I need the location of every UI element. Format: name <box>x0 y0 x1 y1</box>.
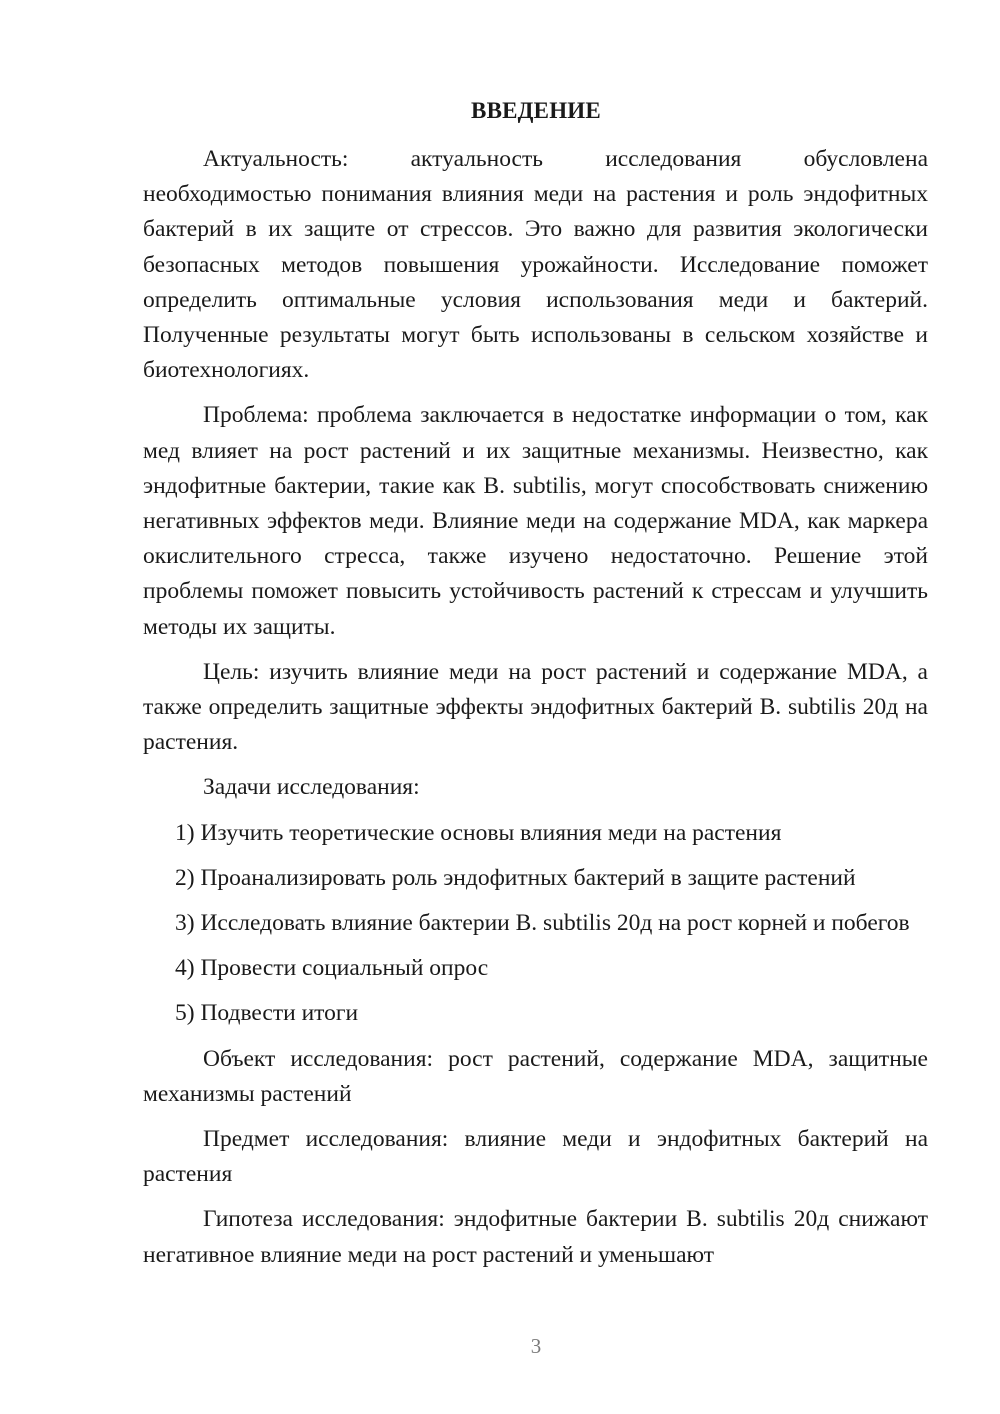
paragraph-hypothesis: Гипотеза исследования: эндофитные бактерии B. subtilis 20д снижают негативное влияние меди на рост растений и уменьшают <box>143 1206 928 1268</box>
task-item-3: 3) Исследовать влияние бактерии B. subtilis 20д на рост корней и побегов <box>175 910 910 937</box>
task-item-2: 2) Проанализировать роль эндофитных бактерий в защите растений <box>175 864 856 891</box>
section-heading: ВВЕДЕНИЕ <box>471 98 601 123</box>
task-item-4: 4) Провести социальный опрос <box>175 955 489 982</box>
body-text <box>143 142 928 1283</box>
paragraph-tasks-heading: Задачи исследования: <box>203 774 420 801</box>
paragraph-problem: Проблема: проблема заключается в недостатке информации о том, как мед влияет на рост растений и их защитные механизмы. Неизвестно, как эндофитные бактерии, такие как B. subtilis, могут способствовать снижению негативных эффектов меди. Влияние меди на содержание MDA, как маркера окислительного стресса, также изучено недостаточно. Решение этой проблемы поможет повысить устойчивость растений к стрессам и улучшить методы их защиты. <box>143 402 928 640</box>
paragraph-relevance: Актуальность: актуальность исследования обусловлена необходимостью понимания влияния меди на растения и роль эндофитных бактерий в их защите от стрессов. Это важно для развития экологически безопасных методов повышения урожайности. Исследование поможет определить оптимальные условия использования меди и бактерий. Полученные результаты могут быть использованы в сельском хозяйстве и биотехнологиях. <box>143 146 928 384</box>
paragraph-subject: Предмет исследования: влияние меди и эндофитных бактерий на растения <box>143 1126 928 1188</box>
task-item-5: 5) Подвести итоги <box>175 1000 359 1027</box>
task-item-1: 1) Изучить теоретические основы влияния меди на растения <box>175 819 782 846</box>
page-number: 3 <box>530 1334 542 1358</box>
paragraph-goal: Цель: изучить влияние меди на рост растений и содержание MDA, а также определить защитные эффекты эндофитных бактерий B. subtilis 20д на растения. <box>143 658 928 756</box>
paragraph-object: Объект исследования: рост растений, содержание MDA, защитные механизмы растений <box>143 1045 928 1107</box>
